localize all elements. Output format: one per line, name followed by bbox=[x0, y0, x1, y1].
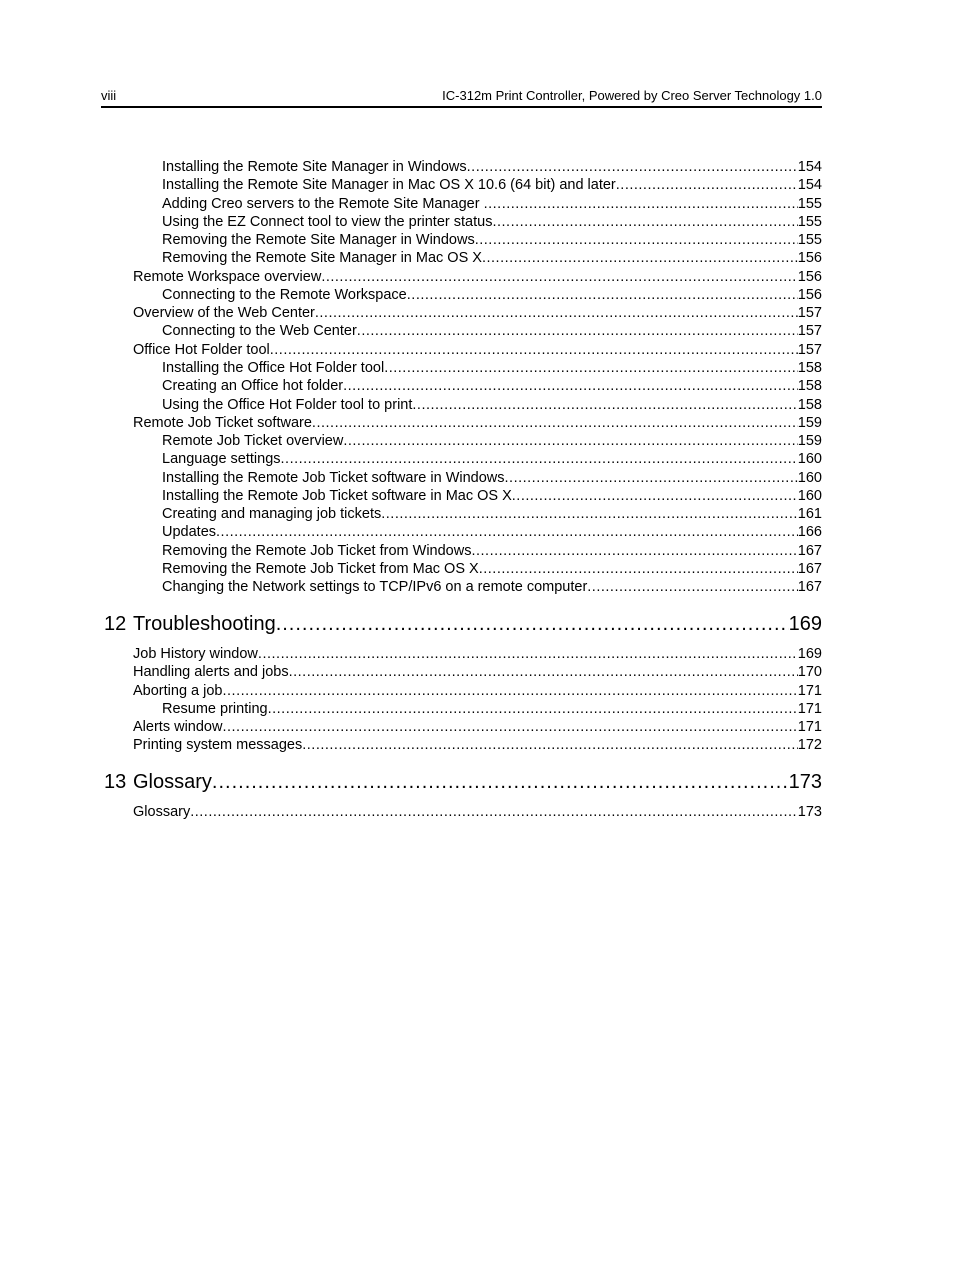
toc-entry-page: 167 bbox=[797, 543, 822, 559]
dot-leader bbox=[212, 770, 789, 794]
toc-entry[interactable] bbox=[162, 377, 822, 395]
toc-entry-label: Alerts window bbox=[133, 719, 223, 735]
toc-entry-page: 170 bbox=[797, 664, 822, 680]
toc-entry[interactable] bbox=[133, 268, 822, 286]
toc-entry-label: Using the Office Hot Folder tool to print bbox=[162, 397, 413, 413]
toc-entry-label: Connecting to the Remote Workspace bbox=[162, 287, 407, 303]
toc-entry[interactable] bbox=[162, 505, 822, 523]
toc-entry[interactable] bbox=[133, 736, 822, 754]
toc-entry-page: 157 bbox=[797, 305, 822, 321]
toc-entry[interactable] bbox=[133, 414, 822, 432]
toc-entry[interactable] bbox=[133, 803, 822, 821]
dot-leader bbox=[343, 377, 798, 395]
dot-leader bbox=[289, 663, 798, 681]
dot-leader bbox=[222, 718, 797, 736]
toc-entry-label: Creating an Office hot folder bbox=[162, 378, 344, 394]
toc-entry-label: Installing the Remote Job Ticket software in Windows bbox=[162, 470, 505, 486]
toc-entry-label: Remote Workspace overview bbox=[133, 269, 322, 285]
toc-entry-page: 154 bbox=[797, 159, 822, 175]
toc-entry-page: 172 bbox=[797, 737, 822, 753]
chapter-entry[interactable] bbox=[104, 770, 822, 794]
toc-entry-label: Job History window bbox=[133, 646, 258, 662]
toc-entry-page: 161 bbox=[797, 506, 822, 522]
document-title: IC-312m Print Controller, Powered by Creo Server Technology 1.0 bbox=[442, 88, 822, 103]
toc-entry-label: Removing the Remote Job Ticket from Windows bbox=[162, 543, 472, 559]
toc-entry[interactable] bbox=[133, 682, 822, 700]
toc-entry-label: Adding Creo servers to the Remote Site Manager bbox=[162, 196, 484, 212]
toc-entry-label: Connecting to the Web Center bbox=[162, 323, 357, 339]
toc-entry-page: 158 bbox=[797, 397, 822, 413]
dot-leader bbox=[512, 487, 798, 505]
toc-entry-label: Changing the Network settings to TCP/IPv6 on a remote computer bbox=[162, 579, 588, 595]
toc-entry[interactable] bbox=[133, 304, 822, 322]
toc-entry-label: Using the EZ Connect tool to view the printer status bbox=[162, 214, 493, 230]
toc-entry[interactable] bbox=[162, 469, 822, 487]
chapter-page: 169 bbox=[788, 613, 822, 635]
toc-entry-page: 155 bbox=[797, 232, 822, 248]
toc-entry-page: 171 bbox=[797, 719, 822, 735]
toc-entry[interactable] bbox=[162, 286, 822, 304]
toc-entry-label: Aborting a job bbox=[133, 683, 223, 699]
toc-entry-page: 160 bbox=[797, 488, 822, 504]
dot-leader bbox=[302, 736, 798, 754]
toc-entry[interactable] bbox=[133, 645, 822, 663]
toc-entry-page: 157 bbox=[797, 342, 822, 358]
toc-entry-label: Resume printing bbox=[162, 701, 268, 717]
toc-entry-label: Removing the Remote Site Manager in Windows bbox=[162, 232, 475, 248]
toc-entry-page: 158 bbox=[797, 360, 822, 376]
toc-entry[interactable] bbox=[162, 213, 822, 231]
dot-leader bbox=[479, 560, 798, 578]
toc-entry-page: 155 bbox=[797, 196, 822, 212]
toc-entry-label: Glossary bbox=[133, 804, 191, 820]
toc-entry-page: 159 bbox=[797, 415, 822, 431]
dot-leader bbox=[216, 523, 798, 541]
toc-entry-label: Language settings bbox=[162, 451, 281, 467]
toc-entry[interactable] bbox=[162, 578, 822, 596]
toc-entry-label: Removing the Remote Job Ticket from Mac OS X bbox=[162, 561, 479, 577]
toc-entry[interactable] bbox=[162, 322, 822, 340]
toc-entry-label: Updates bbox=[162, 524, 217, 540]
dot-leader bbox=[270, 341, 798, 359]
toc-entry[interactable] bbox=[162, 487, 822, 505]
dot-leader bbox=[471, 542, 797, 560]
dot-leader bbox=[467, 158, 798, 176]
toc-entry-label: Removing the Remote Site Manager in Mac OS X bbox=[162, 250, 482, 266]
toc-entry-label: Remote Job Ticket overview bbox=[162, 433, 344, 449]
running-header bbox=[101, 88, 822, 108]
toc-entry[interactable] bbox=[133, 341, 822, 359]
dot-leader bbox=[321, 268, 797, 286]
toc-entry[interactable] bbox=[162, 450, 822, 468]
dot-leader bbox=[616, 176, 798, 194]
toc-entry-page: 167 bbox=[797, 561, 822, 577]
dot-leader bbox=[384, 359, 798, 377]
toc-entry-label: Creating and managing job tickets bbox=[162, 506, 382, 522]
chapter-number: 13 bbox=[104, 771, 127, 793]
dot-leader bbox=[276, 612, 789, 636]
dot-leader bbox=[484, 195, 798, 213]
toc-entry-label: Installing the Office Hot Folder tool bbox=[162, 360, 385, 376]
toc-entry[interactable] bbox=[162, 158, 822, 176]
toc-entry[interactable] bbox=[162, 396, 822, 414]
dot-leader bbox=[281, 450, 798, 468]
dot-leader bbox=[482, 249, 798, 267]
dot-leader bbox=[505, 469, 798, 487]
toc-entry[interactable] bbox=[162, 542, 822, 560]
chapter-number: 12 bbox=[104, 613, 127, 635]
toc-entry[interactable] bbox=[162, 195, 822, 213]
toc-entry[interactable] bbox=[162, 359, 822, 377]
toc-entry-label: Overview of the Web Center bbox=[133, 305, 315, 321]
toc-entry-page: 159 bbox=[797, 433, 822, 449]
chapter-title: Troubleshooting bbox=[133, 613, 276, 635]
toc-entry-page: 158 bbox=[797, 378, 822, 394]
toc-entry-page: 156 bbox=[797, 250, 822, 266]
dot-leader bbox=[268, 700, 798, 718]
toc-entry[interactable] bbox=[162, 700, 822, 718]
toc-entry-label: Office Hot Folder tool bbox=[133, 342, 270, 358]
toc-entry-page: 166 bbox=[797, 524, 822, 540]
dot-leader bbox=[492, 213, 797, 231]
dot-leader bbox=[312, 414, 798, 432]
toc-entry[interactable] bbox=[162, 523, 822, 541]
toc-entry[interactable] bbox=[162, 560, 822, 578]
page-number: viii bbox=[101, 88, 117, 103]
dot-leader bbox=[343, 432, 797, 450]
dot-leader bbox=[258, 645, 798, 663]
toc-entry-page: 160 bbox=[797, 470, 822, 486]
toc-entry-page: 156 bbox=[797, 269, 822, 285]
toc-entry-page: 155 bbox=[797, 214, 822, 230]
toc-entry-page: 171 bbox=[797, 683, 822, 699]
toc-entry[interactable] bbox=[133, 718, 822, 736]
dot-leader bbox=[381, 505, 798, 523]
dot-leader bbox=[190, 803, 798, 821]
dot-leader bbox=[587, 578, 798, 596]
dot-leader bbox=[475, 231, 798, 249]
dot-leader bbox=[412, 396, 797, 414]
toc-entry-page: 173 bbox=[797, 804, 822, 820]
toc-entry-page: 160 bbox=[797, 451, 822, 467]
chapter-entry[interactable] bbox=[104, 612, 822, 636]
dot-leader bbox=[315, 304, 798, 322]
toc-entry-label: Installing the Remote Site Manager in Mac OS X 10.6 (64 bit) and later bbox=[162, 177, 616, 193]
toc-entry-page: 154 bbox=[797, 177, 822, 193]
dot-leader bbox=[357, 322, 798, 340]
chapter-page: 173 bbox=[788, 771, 822, 793]
toc-entry-label: Remote Job Ticket software bbox=[133, 415, 312, 431]
toc-entry-page: 167 bbox=[797, 579, 822, 595]
toc-entry-page: 156 bbox=[797, 287, 822, 303]
toc-entry-label: Printing system messages bbox=[133, 737, 303, 753]
toc-entry-label: Handling alerts and jobs bbox=[133, 664, 289, 680]
toc-entry-label: Installing the Remote Site Manager in Windows bbox=[162, 159, 467, 175]
dot-leader bbox=[222, 682, 797, 700]
toc-entry-page: 157 bbox=[797, 323, 822, 339]
chapter-title: Glossary bbox=[133, 771, 212, 793]
toc-entry[interactable] bbox=[162, 432, 822, 450]
toc-entry-page: 171 bbox=[797, 701, 822, 717]
toc-entry-label: Installing the Remote Job Ticket software in Mac OS X bbox=[162, 488, 512, 504]
toc-entry[interactable] bbox=[162, 249, 822, 267]
dot-leader bbox=[407, 286, 798, 304]
toc-entry[interactable] bbox=[162, 176, 822, 194]
toc-entry[interactable] bbox=[162, 231, 822, 249]
toc-entry-page: 169 bbox=[797, 646, 822, 662]
toc-entry[interactable] bbox=[133, 663, 822, 681]
